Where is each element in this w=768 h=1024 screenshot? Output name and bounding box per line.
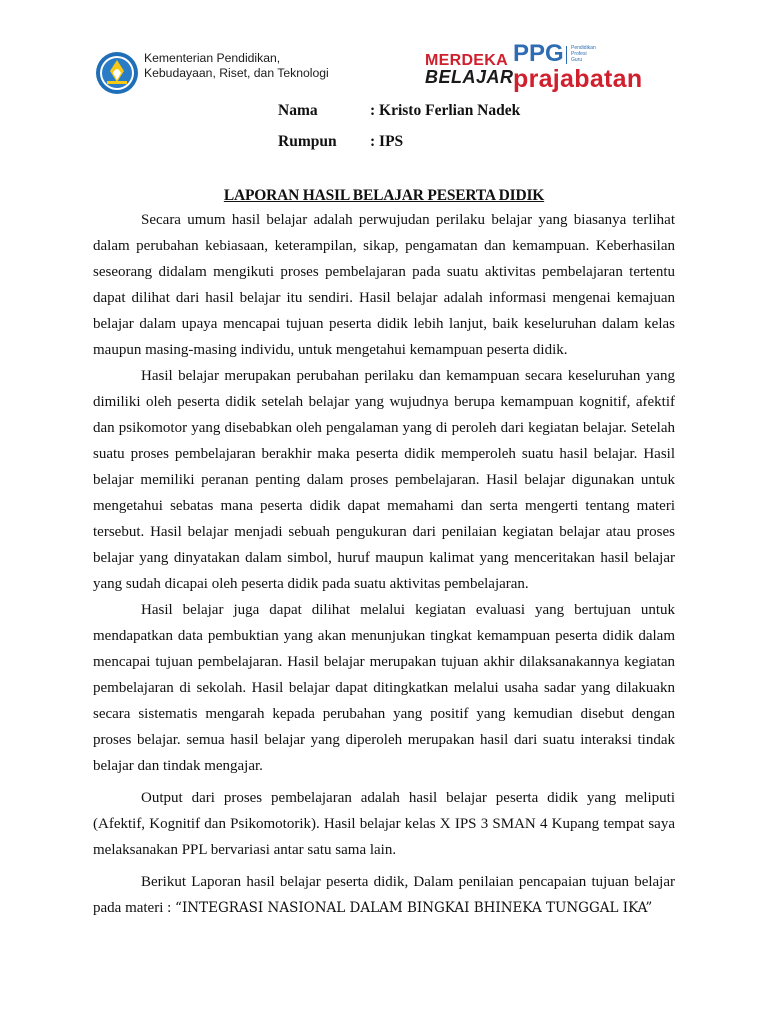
merdeka-belajar-logo [425, 52, 514, 86]
paragraph-4: Output dari proses pembelajaran adalah hasil belajar peserta didik yang meliputi (Afektif, Kognitif dan Psikomotorik). Hasil belajar kelas X IPS 3 SMAN 4 Kupang tempat saya melaksanakan PPL bervariasi antar satu sama lain. [93, 790, 675, 858]
ministry-line-2: Kebudayaan, Riset, dan Teknologi [144, 66, 329, 80]
identity-value: : IPS [370, 133, 404, 150]
merdeka-word: MERDEKA [425, 52, 508, 69]
ppg-prajabatan-logo [513, 42, 642, 92]
identity-label: Rumpun [278, 133, 337, 150]
document-header [0, 0, 768, 100]
belajar-word: BELAJAR [425, 67, 514, 87]
paragraph-3: Hasil belajar juga dapat dilihat melalui kegiatan evaluasi yang bertujuan untuk mendapatkan data pembuktian yang akan menunjukan tingkat kemampuan peserta didik dalam mencapai tujuan pembelajaran. Hasil belajar merupakan tujuan akhir dilaksanakannya kegiatan pembelajaran di sekolah. Hasil belajar dapat ditingkatkan melalui usaha sadar yang dilakuakn secara sistematis mengarah kepada perubahan yang positif yang kemudian disebut dengan proses belajar. semua hasil belajar yang diperoleh merupakan hasil dari suatu interaksi tindak belajar dan tindak mengajar. [93, 602, 675, 774]
tut-wuri-handayani-logo-icon [95, 51, 139, 95]
report-body [93, 207, 675, 921]
materi-title: “INTEGRASI NASIONAL DALAM BINGKAI BHINEKA TUNGGAL IKA” [175, 900, 653, 916]
ppg-subtitle: Pendidikan Profesi Guru [571, 45, 596, 63]
prajabatan-word: prajabatan [513, 65, 643, 93]
paragraph-5 [93, 869, 675, 921]
ppg-title: PPG [513, 40, 564, 67]
ppg-divider [566, 46, 567, 64]
identity-value: : Kristo Ferlian Nadek [370, 102, 521, 119]
ministry-name [144, 51, 329, 81]
document-title: LAPORAN HASIL BELAJAR PESERTA DIDIK [223, 187, 545, 204]
ministry-line-1: Kementerian Pendidikan, [144, 51, 281, 65]
identity-label: Nama [278, 102, 318, 119]
paragraph-2: Hasil belajar merupakan perubahan perilaku dan kemampuan secara keseluruhan yang dimiliki oleh peserta didik setelah belajar yang wujudnya berupa kemampuan kognitif, afektif dan psikomotor yang disebabkan oleh pengalaman yang di peroleh dari kegiatan belajar. Setelah suatu proses pembelajaran berakhir maka peserta didik memperoleh suatu hasil belajar. Hasil belajar memiliki peranan penting dalam proses pembelajaran. Hasil belajar digunakan untuk mengetahui sebatas mana peserta didik dapat memahami dan serta mengerti tentang materi tersebut. Hasil belajar menjadi sebuah pengukuran dari penilaian kegiatan belajar atau proses belajar yang dinyatakan dalam simbol, huruf maupun kalimat yang menceritakan hasil belajar yang sudah dicapai oleh peserta didik pada suatu aktivitas pembelajaran. [93, 368, 675, 592]
paragraph-5-lead: Berikut Laporan hasil belajar peserta didik, Dalam penilaian pencapaian tujuan belajar pada materi : [93, 874, 675, 916]
paragraph-1: Secara umum hasil belajar adalah perwujudan perilaku belajar yang biasanya terlihat dalam perubahan kebiasaan, keterampilan, sikap, pengamatan dan kemampuan. Keberhasilan seseorang didalam mengikuti proses pembelajaran pada suatu aktivitas pembelajaran tertentu dapat dilihat dari hasil belajar itu sendiri. Hasil belajar adalah informasi mengenai kemajuan belajar dalam upaya mencapai tujuan peserta didik lebih lanjut, baik keseluruhan dalam kelas maupun masing-masing individu, untuk mengetahui kemampuan peserta didik. [93, 212, 675, 358]
